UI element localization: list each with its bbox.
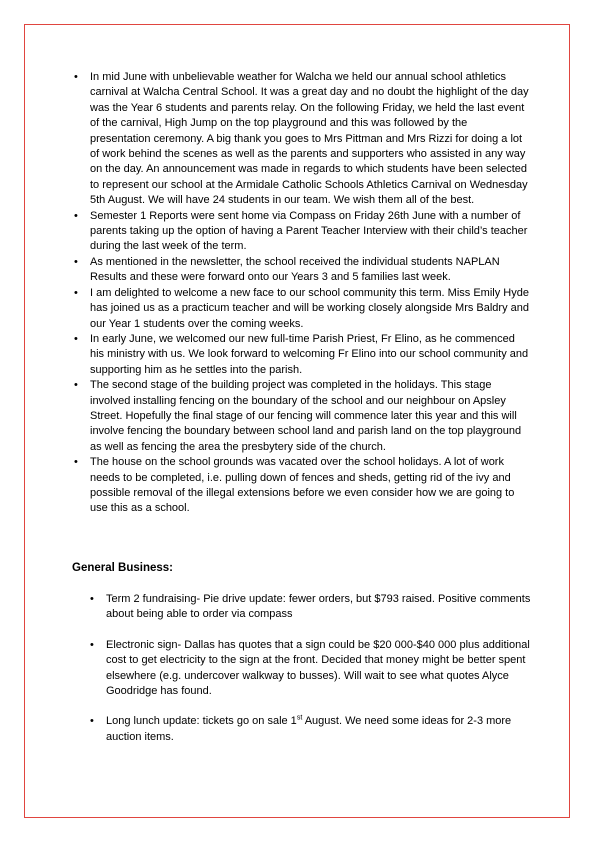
- announcements-list: [90, 70, 530, 517]
- list-item: • I am delighted to welcome a new face to our school community this term. Miss Emily Hyde has joined us as a practicum teacher and will be working closely alongside Mrs Baldry and our Year 1 students over the coming weeks.: [90, 286, 530, 332]
- list-item: • Term 2 fundraising- Pie drive update: fewer orders, but $793 raised. Positive comments about being able to order via compass: [106, 592, 536, 623]
- list-item: • In mid June with unbelievable weather for Walcha we held our annual school athletics carnival at Walcha Central School. It was a great day and no doubt the highlight of the day was the Year 6 students and parents relay. On the following Friday, we held the last event of the carnival, High Jump on the top playground and this was followed by the presentation ceremony. A big thank you goes to Mrs Pittman and Mrs Rizzi for doing a lot of work behind the scenes as well as the parents and supporters who assisted in any way on the day. An announcement was made in regards to which students have been selected to represent our school at the Armidale Catholic Schools Athletics Carnival on Wednesday 5th August. We will have 24 students in our team. We wish them all of the best.: [90, 70, 530, 209]
- list-item: • As mentioned in the newsletter, the school received the individual students NAPLAN Results and these were forward onto our Years 3 and 5 families last week.: [90, 255, 530, 286]
- long-lunch-text-end: August. We need some ideas for 2-3 more auction items.: [106, 715, 512, 743]
- list-item: • The house on the school grounds was vacated over the school holidays. A lot of work needs to be completed, i.e. pulling down of fences and sheds, getting rid of the ivy and possible removal of the illegal extensions before we even consider how we are going to use this as a school.: [90, 455, 530, 517]
- long-lunch-text-start: Long lunch update: tickets go on sale 1: [106, 715, 297, 728]
- general-business-list: [106, 592, 536, 760]
- list-item: • Electronic sign- Dallas has quotes that a sign could be $20 000-$40 000 plus additional cost to get electricity to the sign at the front. Decided that money might be better spent elsewhere (e.g. undercover walkway to busses). Will wait to see what quotes Alyce Goodridge has found.: [106, 638, 536, 700]
- general-business-heading: General Business:: [72, 562, 173, 574]
- ordinal-suffix: st: [296, 714, 303, 722]
- list-item: • In early June, we welcomed our new full-time Parish Priest, Fr Elino, as he commenced his ministry with us. We look forward to welcoming Fr Elino into our school community and supporting him as he settles into the parish.: [90, 332, 530, 378]
- list-item: • The second stage of the building project was completed in the holidays. This stage involved installing fencing on the boundary of the school and our neighbour on Apsley Street. Hopefully the final stage of our fencing will commence later this year and this will involve fencing the boundary between school land and parish land on the top playground as well as fencing the area the presbytery side of the church.: [90, 378, 530, 455]
- list-item: • Semester 1 Reports were sent home via Compass on Friday 26th June with a number of parents taking up the option of having a Parent Teacher Interview with their child’s teacher during the last week of the term.: [90, 209, 530, 255]
- list-item-long-lunch: [106, 714, 536, 745]
